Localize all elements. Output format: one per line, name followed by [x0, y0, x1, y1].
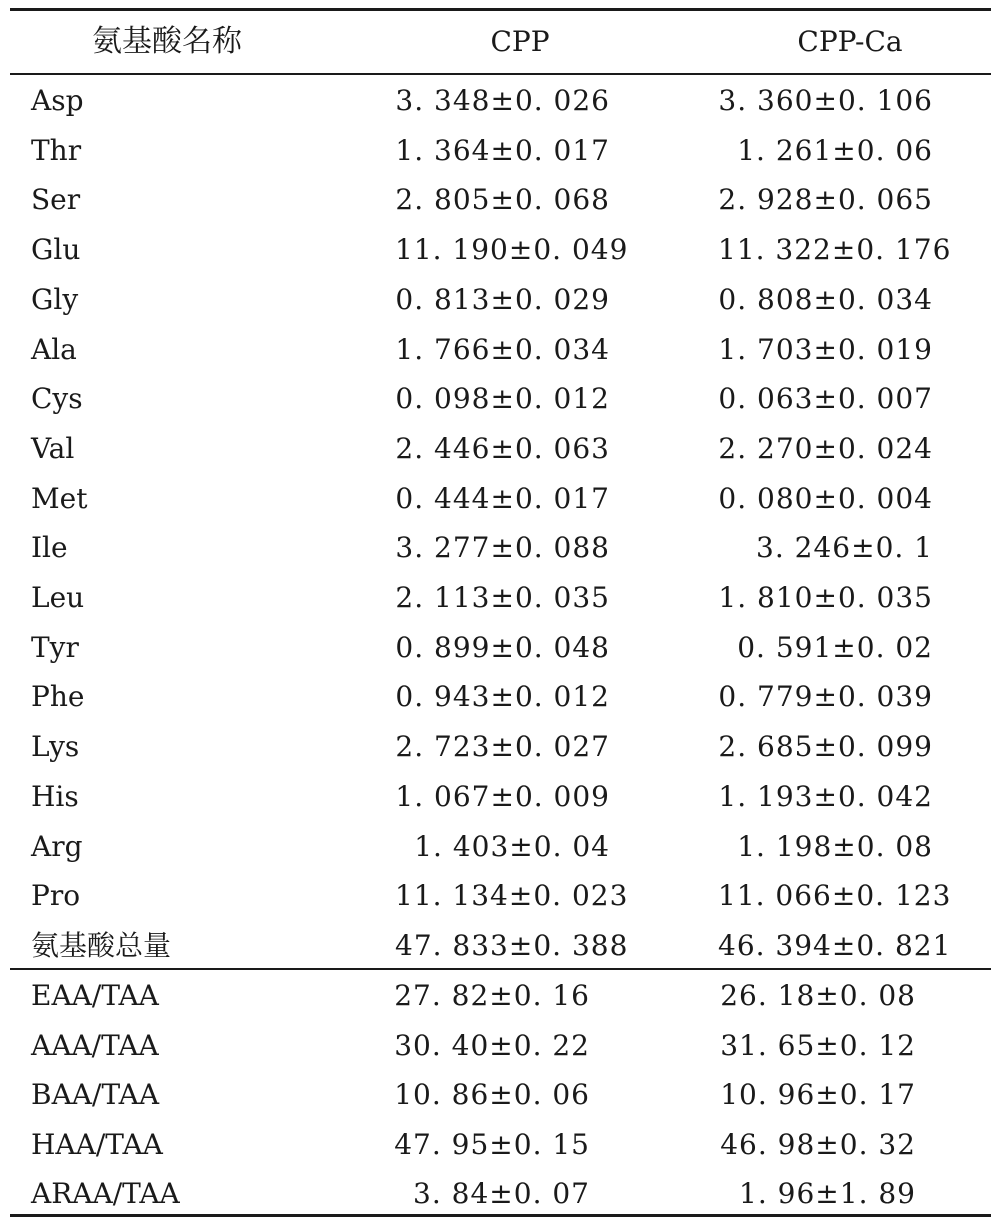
cpp-ca-value-cell: 2. 928±0. 065 [718, 183, 933, 217]
table-row [10, 722, 991, 772]
cpp-ca-value-cell: 31. 65±0. 12 [720, 1028, 916, 1062]
table-row [10, 76, 991, 126]
table-row [10, 672, 991, 722]
header-amino-acid-name: 氨基酸名称 [92, 24, 242, 59]
row-name-cell: Tyr [31, 630, 79, 664]
row-name-cell: Ala [31, 332, 77, 366]
cpp-value-cell: 47. 833±0. 388 [395, 928, 629, 962]
row-name-cell: BAA/TAA [31, 1078, 160, 1111]
cpp-value-cell: 2. 113±0. 035 [395, 581, 610, 614]
row-name-cell: AAA/TAA [31, 1028, 159, 1062]
cpp-value-cell: 0. 899±0. 048 [395, 630, 610, 664]
cpp-ca-value-cell: 0. 591±0. 02 [737, 630, 933, 664]
table-bottom-rule [10, 1214, 991, 1217]
cpp-value-cell: 3. 84±0. 07 [413, 1177, 590, 1210]
row-name-cell: Pro [31, 879, 81, 913]
row-name-cell: His [31, 779, 79, 813]
row-name-cell: Ser [31, 183, 81, 217]
table-row [10, 225, 991, 275]
cpp-ca-value-cell: 0. 808±0. 034 [718, 282, 933, 316]
cpp-value-cell: 3. 277±0. 088 [395, 531, 610, 565]
cpp-value-cell: 11. 134±0. 023 [395, 879, 629, 913]
header-cpp: CPP [490, 25, 550, 58]
cpp-value-cell: 2. 805±0. 068 [395, 183, 610, 217]
table-header-rule [10, 73, 991, 75]
row-name-cell: ARAA/TAA [31, 1177, 180, 1210]
table-row [10, 474, 991, 524]
row-name-cell: Lys [31, 730, 80, 764]
table-row [10, 374, 991, 424]
row-name-cell: Ile [31, 531, 68, 565]
row-name-cell: Asp [31, 84, 84, 117]
row-name-cell: Cys [31, 382, 83, 416]
row-name-cell: EAA/TAA [31, 979, 159, 1012]
table-row [10, 1120, 991, 1170]
table-section-rule [10, 968, 991, 970]
cpp-ca-value-cell: 1. 810±0. 035 [718, 581, 933, 614]
row-name-cell: Thr [31, 133, 82, 167]
table-row [10, 275, 991, 325]
cpp-value-cell: 1. 766±0. 034 [395, 332, 610, 366]
table-row [10, 921, 991, 971]
row-name-cell: Val [31, 431, 75, 465]
row-name-cell: Glu [31, 233, 81, 267]
row-name-cell: HAA/TAA [31, 1127, 163, 1161]
table-row [10, 1070, 991, 1120]
cpp-ca-value-cell: 2. 685±0. 099 [718, 730, 933, 764]
row-name-cell: Leu [31, 581, 85, 614]
table-row [10, 126, 991, 176]
table-row [10, 325, 991, 375]
cpp-value-cell: 47. 95±0. 15 [394, 1127, 590, 1161]
cpp-value-cell: 0. 813±0. 029 [395, 282, 610, 316]
cpp-ca-value-cell: 0. 080±0. 004 [718, 481, 933, 515]
cpp-ca-value-cell: 2. 270±0. 024 [718, 431, 933, 465]
row-name-cell: Met [31, 481, 88, 515]
cpp-ca-value-cell: 3. 360±0. 106 [718, 84, 933, 117]
cpp-ca-value-cell: 11. 066±0. 123 [718, 879, 952, 913]
cpp-ca-value-cell: 26. 18±0. 08 [720, 979, 916, 1012]
cpp-ca-value-cell: 1. 198±0. 08 [737, 829, 933, 863]
table-row [10, 623, 991, 673]
cpp-ca-value-cell: 1. 193±0. 042 [718, 779, 933, 813]
cpp-value-cell: 1. 403±0. 04 [414, 829, 610, 863]
table-top-rule [10, 8, 991, 11]
cpp-ca-value-cell: 46. 394±0. 821 [718, 928, 952, 962]
table-row [10, 1169, 991, 1219]
table-row [10, 871, 991, 921]
cpp-ca-value-cell: 46. 98±0. 32 [720, 1127, 916, 1161]
row-name-cell: 氨基酸总量 [31, 928, 172, 962]
table-row [10, 523, 991, 573]
table-row [10, 772, 991, 822]
cpp-ca-value-cell: 0. 063±0. 007 [718, 382, 933, 416]
table-row [10, 822, 991, 872]
table-row [10, 1021, 991, 1071]
cpp-value-cell: 0. 098±0. 012 [395, 382, 610, 416]
row-name-cell: Arg [31, 829, 83, 863]
cpp-value-cell: 3. 348±0. 026 [395, 84, 610, 117]
cpp-ca-value-cell: 0. 779±0. 039 [718, 680, 933, 714]
cpp-ca-value-cell: 1. 703±0. 019 [718, 332, 933, 366]
cpp-ca-value-cell: 10. 96±0. 17 [720, 1078, 916, 1111]
cpp-value-cell: 10. 86±0. 06 [394, 1078, 590, 1111]
cpp-value-cell: 11. 190±0. 049 [395, 233, 629, 267]
table-row [10, 573, 991, 623]
table-row [10, 424, 991, 474]
cpp-ca-value-cell: 1. 96±1. 89 [739, 1177, 916, 1210]
header-cpp-ca: CPP-Ca [797, 25, 903, 58]
row-name-cell: Gly [31, 282, 79, 316]
cpp-value-cell: 0. 444±0. 017 [395, 481, 610, 515]
table-row [10, 175, 991, 225]
table-row [10, 971, 991, 1021]
cpp-ca-value-cell: 3. 246±0. 1 [756, 531, 933, 565]
cpp-value-cell: 30. 40±0. 22 [394, 1028, 590, 1062]
cpp-value-cell: 2. 446±0. 063 [395, 431, 610, 465]
cpp-value-cell: 0. 943±0. 012 [395, 680, 610, 714]
cpp-value-cell: 1. 364±0. 017 [395, 133, 610, 167]
table-header-row [10, 17, 991, 67]
cpp-value-cell: 2. 723±0. 027 [395, 730, 610, 764]
cpp-value-cell: 27. 82±0. 16 [394, 979, 590, 1012]
cpp-ca-value-cell: 11. 322±0. 176 [718, 233, 952, 267]
cpp-value-cell: 1. 067±0. 009 [395, 779, 610, 813]
cpp-ca-value-cell: 1. 261±0. 06 [737, 133, 933, 167]
row-name-cell: Phe [31, 680, 85, 714]
